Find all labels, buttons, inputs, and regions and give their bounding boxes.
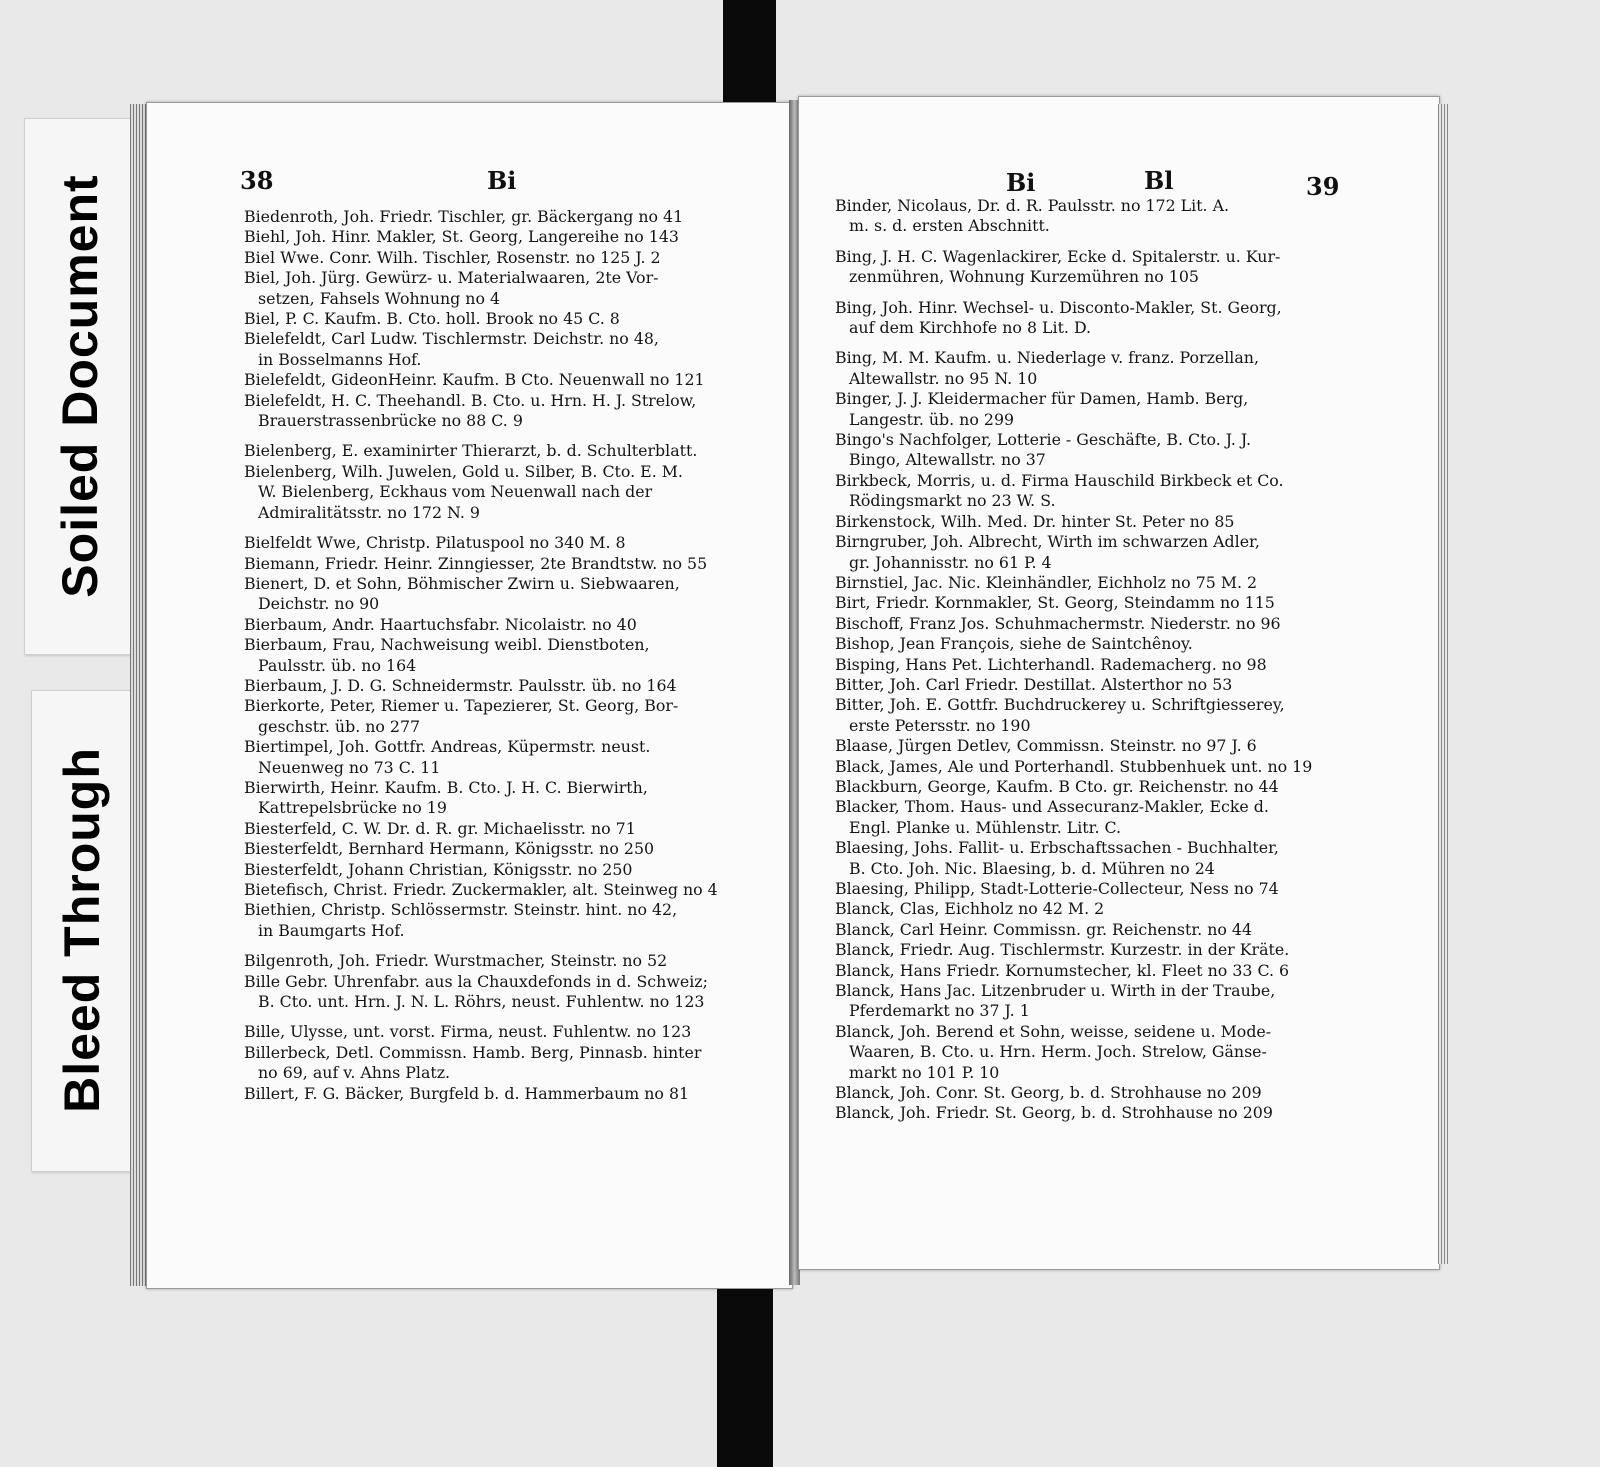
- entry-continuation: markt no 101 P. 10: [849, 1062, 1000, 1082]
- directory-entry: [244, 819, 764, 839]
- entry-continuation: auf dem Kirchhofe no 8 Lit. D.: [849, 318, 1092, 338]
- entry-line: Binger, J. J. Kleidermacher für Damen, Hamb. Berg,: [835, 389, 1249, 409]
- entry-line: Bierbaum, Andr. Haartuchsfabr. Nicolaistr. no 40: [244, 614, 637, 634]
- entry-spacer: [835, 237, 1345, 247]
- entry-continuation: Rödingsmarkt no 23 W. S.: [849, 491, 1056, 511]
- entry-line: Bilgenroth, Joh. Friedr. Wurstmacher, Steinstr. no 52: [244, 951, 668, 971]
- entry-line: Blanck, Joh. Friedr. St. Georg, b. d. Strohhause no 209: [835, 1103, 1273, 1123]
- entry-line: Blaesing, Johs. Fallit- u. Erbschaftssachen - Buchhalter,: [835, 838, 1279, 858]
- entry-line: Billerbeck, Detl. Commissn. Hamb. Berg, Pinnasb. hinter: [244, 1042, 702, 1062]
- entry-line: Bitter, Joh. Carl Friedr. Destillat. Alsterthor no 53: [835, 674, 1233, 694]
- directory-entry: [244, 1043, 764, 1084]
- entry-line: Bietefisch, Christ. Friedr. Zuckermakler, alt. Steinweg no 4: [244, 880, 718, 899]
- entry-continuation: erste Petersstr. no 190: [849, 715, 1031, 735]
- entry-line: Biel, Joh. Jürg. Gewürz- u. Materialwaaren, 2te Vor-: [244, 268, 659, 288]
- directory-entry: [835, 1103, 1345, 1123]
- entry-continuation: W. Bielenberg, Eckhaus vom Neuenwall nach der: [258, 482, 653, 502]
- entry-continuation: Altewallstr. no 95 N. 10: [849, 368, 1038, 388]
- directory-entry: [835, 940, 1345, 960]
- entry-spacer: [244, 523, 764, 533]
- book-spine-top: [723, 0, 776, 118]
- directory-entry: [244, 554, 764, 574]
- entry-continuation: B. Cto. Joh. Nic. Blaesing, b. d. Mühren no 24: [849, 858, 1215, 878]
- entry-continuation: no 69, auf v. Ahns Platz.: [258, 1063, 451, 1083]
- entry-line: Birkenstock, Wilh. Med. Dr. hinter St. Peter no 85: [835, 511, 1235, 531]
- directory-entry: [244, 737, 764, 778]
- directory-entry: [244, 951, 764, 971]
- directory-entry: [835, 675, 1345, 695]
- directory-entry: [835, 614, 1345, 634]
- directory-entry: [244, 533, 764, 553]
- entry-line: Blanck, Joh. Conr. St. Georg, b. d. Strohhause no 209: [835, 1083, 1262, 1103]
- entry-continuation: Deichstr. no 90: [258, 594, 380, 614]
- directory-entry: [835, 298, 1345, 339]
- entry-line: Bielfeldt Wwe, Christp. Pilatuspool no 340 M. 8: [244, 533, 626, 553]
- entry-line: Blacker, Thom. Haus- und Assecuranz-Makler, Ecke d.: [835, 797, 1269, 817]
- directory-entry: [835, 899, 1345, 919]
- directory-entry: [835, 777, 1345, 797]
- directory-entry: [835, 593, 1345, 613]
- directory-entry: [244, 615, 764, 635]
- entry-continuation: m. s. d. ersten Abschnitt.: [849, 216, 1050, 236]
- entry-line: Bishop, Jean François, siehe de Saintchênoy.: [835, 634, 1193, 654]
- entry-continuation: Pferdemarkt no 37 J. 1: [849, 1001, 1030, 1021]
- entry-line: Billert, F. G. Bäcker, Burgfeld b. d. Hammerbaum no 81: [244, 1083, 690, 1103]
- entry-continuation: Engl. Planke u. Mühlenstr. Litr. C.: [849, 817, 1122, 837]
- entry-line: Biesterfeldt, Johann Christian, Königsstr. no 250: [244, 859, 633, 879]
- directory-entry: [244, 880, 764, 900]
- entry-continuation: B. Cto. unt. Hrn. J. N. L. Röhrs, neust. Fuhlentw. no 123: [258, 992, 705, 1012]
- entry-continuation: Brauerstrassenbrücke no 88 C. 9: [258, 411, 523, 431]
- directory-entry: [835, 797, 1345, 838]
- directory-entry: [244, 1084, 764, 1104]
- left-page-header: Bi: [487, 166, 517, 195]
- entry-line: Biertimpel, Joh. Gottfr. Andreas, Küpermstr. neust.: [244, 737, 651, 757]
- entry-spacer: [244, 941, 764, 951]
- entry-continuation: in Bosselmanns Hof.: [258, 349, 422, 369]
- entry-line: Bing, Joh. Hinr. Wechsel- u. Disconto-Makler, St. Georg,: [835, 297, 1282, 317]
- entry-line: Biehl, Joh. Hinr. Makler, St. Georg, Langereihe no 143: [244, 227, 679, 247]
- directory-entry: [244, 309, 764, 329]
- bleed-through-label: Bleed Through: [54, 747, 110, 1113]
- directory-entry: [835, 736, 1345, 756]
- soiled-document-tab: [24, 118, 131, 655]
- entry-line: Biesterfeldt, Bernhard Hermann, Königsstr. no 250: [244, 839, 655, 859]
- directory-entry: [835, 389, 1345, 430]
- entry-line: Bierbaum, J. D. G. Schneidermstr. Paulsstr. üb. no 164: [244, 675, 677, 695]
- entry-spacer: [835, 338, 1345, 348]
- entry-continuation: Waaren, B. Cto. u. Hrn. Herm. Joch. Strelow, Gänse-: [849, 1042, 1267, 1062]
- entry-continuation: in Baumgarts Hof.: [258, 920, 405, 940]
- entry-continuation: setzen, Fahsels Wohnung no 4: [258, 288, 501, 308]
- directory-entry: [835, 1022, 1345, 1083]
- entry-spacer: [244, 431, 764, 441]
- entry-line: Biel, P. C. Kaufm. B. Cto. holl. Brook no 45 C. 8: [244, 309, 620, 329]
- entry-line: Bielefeldt, GideonHeinr. Kaufm. B Cto. Neuenwall no 121: [244, 370, 705, 390]
- right-page-edges: [1438, 104, 1448, 1264]
- directory-entry: [835, 838, 1345, 879]
- entry-continuation: Bingo, Altewallstr. no 37: [849, 450, 1046, 470]
- entry-line: Binder, Nicolaus, Dr. d. R. Paulsstr. no 172 Lit. A.: [835, 196, 1230, 215]
- directory-entry: [835, 247, 1345, 288]
- bleed-through-tab: [31, 690, 133, 1172]
- directory-entry: [244, 676, 764, 696]
- entry-continuation: Admiralitätsstr. no 172 N. 9: [258, 502, 480, 522]
- entry-line: Biedenroth, Joh. Friedr. Tischler, gr. Bäckergang no 41: [244, 207, 684, 226]
- right-page-header-left: Bi: [1006, 168, 1036, 197]
- right-page-number: 39: [1306, 172, 1340, 201]
- entry-line: Blanck, Friedr. Aug. Tischlermstr. Kurzestr. in der Kräte.: [835, 940, 1290, 960]
- entry-line: Bierkorte, Peter, Riemer u. Tapezierer, St. Georg, Bor-: [244, 696, 679, 716]
- entry-line: Bingo's Nachfolger, Lotterie - Geschäfte, B. Cto. J. J.: [835, 430, 1252, 450]
- entry-line: Birkbeck, Morris, u. d. Firma Hauschild Birkbeck et Co.: [835, 470, 1284, 490]
- entry-line: Blackburn, George, Kaufm. B Cto. gr. Reichenstr. no 44: [835, 776, 1279, 796]
- directory-entry: [835, 573, 1345, 593]
- right-page-entries: [835, 196, 1345, 1124]
- directory-entry: [835, 920, 1345, 940]
- entry-line: Blaesing, Philipp, Stadt-Lotterie-Collecteur, Ness no 74: [835, 879, 1279, 898]
- entry-line: Black, James, Ale und Porterhandl. Stubbenhuek unt. no 19: [835, 756, 1313, 776]
- directory-entry: [244, 391, 764, 432]
- entry-continuation: Kattrepelsbrücke no 19: [258, 798, 447, 818]
- directory-entry: [244, 696, 764, 737]
- entry-line: Birngruber, Joh. Albrecht, Wirth im schwarzen Adler,: [835, 532, 1260, 552]
- directory-entry: [835, 512, 1345, 532]
- directory-entry: [835, 655, 1345, 675]
- entry-continuation: Paulsstr. üb. no 164: [258, 655, 417, 675]
- directory-entry: [244, 900, 764, 941]
- directory-entry: [835, 1083, 1345, 1103]
- entry-line: Bielenberg, E. examinirter Thierarzt, b. d. Schulterblatt.: [244, 441, 698, 461]
- directory-entry: [244, 1022, 764, 1042]
- directory-entry: [835, 471, 1345, 512]
- entry-line: Biethien, Christp. Schlössermstr. Steinstr. hint. no 42,: [244, 900, 678, 920]
- directory-entry: [835, 981, 1345, 1022]
- directory-entry: [244, 635, 764, 676]
- entry-line: Biel Wwe. Conr. Wilh. Tischler, Rosenstr. no 125 J. 2: [244, 247, 661, 267]
- entry-line: Blanck, Clas, Eichholz no 42 M. 2: [835, 899, 1105, 919]
- entry-continuation: gr. Johannisstr. no 61 P. 4: [849, 552, 1052, 572]
- directory-entry: [244, 370, 764, 390]
- entry-line: Birt, Friedr. Kornmakler, St. Georg, Steindamm no 115: [835, 593, 1275, 613]
- entry-spacer: [244, 1012, 764, 1022]
- entry-continuation: zenmühren, Wohnung Kurzemühren no 105: [849, 267, 1199, 287]
- entry-line: Biemann, Friedr. Heinr. Zinngiesser, 2te Brandtstw. no 55: [244, 553, 708, 573]
- entry-line: Bischoff, Franz Jos. Schuhmachermstr. Niederstr. no 96: [835, 613, 1281, 633]
- directory-entry: [244, 839, 764, 859]
- directory-entry: [244, 778, 764, 819]
- entry-line: Bisping, Hans Pet. Lichterhandl. Rademacherg. no 98: [835, 654, 1267, 674]
- directory-entry: [244, 268, 764, 309]
- directory-entry: [244, 972, 764, 1013]
- entry-line: Bille Gebr. Uhrenfabr. aus la Chauxdefonds in d. Schweiz;: [244, 971, 708, 991]
- directory-entry: [835, 196, 1345, 237]
- entry-line: Birnstiel, Jac. Nic. Kleinhändler, Eichholz no 75 M. 2: [835, 572, 1258, 592]
- directory-entry: [835, 634, 1345, 654]
- entry-line: Blanck, Carl Heinr. Commissn. gr. Reichenstr. no 44: [835, 919, 1253, 939]
- entry-line: Bielenberg, Wilh. Juwelen, Gold u. Silber, B. Cto. E. M.: [244, 461, 683, 481]
- left-page-number: 38: [240, 166, 274, 195]
- entry-line: Bille, Ulysse, unt. vorst. Firma, neust. Fuhlentw. no 123: [244, 1022, 692, 1042]
- entry-line: Blanck, Joh. Berend et Sohn, weisse, seidene u. Mode-: [835, 1021, 1272, 1041]
- directory-entry: [835, 879, 1345, 899]
- directory-entry: [244, 248, 764, 268]
- directory-entry: [244, 227, 764, 247]
- directory-entry: [835, 961, 1345, 981]
- entry-line: Bitter, Joh. E. Gottfr. Buchdruckerey u. Schriftgiesserey,: [835, 695, 1285, 715]
- entry-continuation: Neuenweg no 73 C. 11: [258, 757, 441, 777]
- entry-line: Bing, M. M. Kaufm. u. Niederlage v. franz. Porzellan,: [835, 348, 1259, 368]
- directory-entry: [835, 757, 1345, 777]
- entry-line: Biesterfeld, C. W. Dr. d. R. gr. Michaelisstr. no 71: [244, 818, 636, 838]
- directory-entry: [835, 348, 1345, 389]
- directory-entry: [244, 207, 764, 227]
- entry-line: Blanck, Hans Jac. Litzenbruder u. Wirth in der Traube,: [835, 981, 1276, 1001]
- entry-line: Bierwirth, Heinr. Kaufm. B. Cto. J. H. C. Bierwirth,: [244, 777, 648, 797]
- soiled-document-label: Soiled Document: [52, 174, 108, 598]
- directory-entry: [244, 574, 764, 615]
- entry-continuation: Langestr. üb. no 299: [849, 409, 1015, 429]
- entry-line: Bierbaum, Frau, Nachweisung weibl. Dienstboten,: [244, 635, 650, 655]
- entry-line: Blanck, Hans Friedr. Kornumstecher, kl. Fleet no 33 C. 6: [835, 960, 1290, 980]
- entry-line: Bienert, D. et Sohn, Böhmischer Zwirn u. Siebwaaren,: [244, 573, 680, 593]
- entry-line: Blaase, Jürgen Detlev, Commissn. Steinstr. no 97 J. 6: [835, 736, 1257, 756]
- directory-entry: [244, 329, 764, 370]
- entry-line: Bielefeldt, Carl Ludw. Tischlermstr. Deichstr. no 48,: [244, 329, 659, 349]
- entry-line: Bielefeldt, H. C. Theehandl. B. Cto. u. Hrn. H. J. Strelow,: [244, 390, 697, 410]
- entry-line: Bing, J. H. C. Wagenlackirer, Ecke d. Spitalerstr. u. Kur-: [835, 246, 1281, 266]
- directory-entry: [244, 860, 764, 880]
- directory-entry: [835, 695, 1345, 736]
- entry-spacer: [835, 288, 1345, 298]
- directory-entry: [244, 462, 764, 523]
- entry-continuation: geschstr. üb. no 277: [258, 716, 421, 736]
- left-page-entries: [244, 207, 764, 1104]
- directory-entry: [835, 532, 1345, 573]
- right-page-header-right: Bl: [1144, 166, 1174, 195]
- directory-entry: [835, 430, 1345, 471]
- directory-entry: [244, 441, 764, 461]
